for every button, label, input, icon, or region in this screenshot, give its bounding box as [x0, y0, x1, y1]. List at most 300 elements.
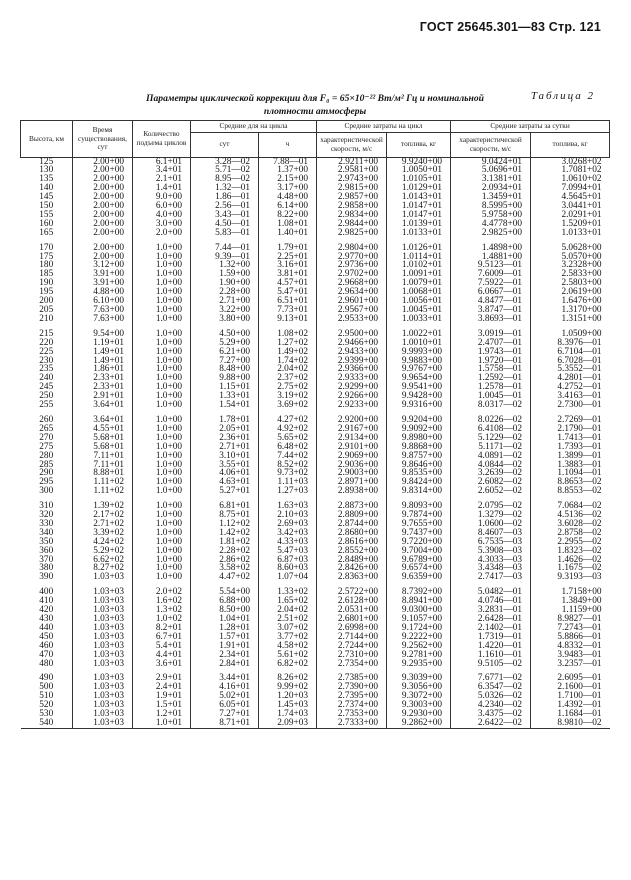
table-cell: 4.4+01: [133, 651, 191, 660]
table-cell: 5.0326—02: [451, 692, 531, 701]
table-cell: 200: [39, 296, 54, 307]
table-cell: 190: [39, 278, 54, 289]
table-cell: 380: [39, 563, 54, 574]
table-cell: 1.4392—01: [531, 701, 610, 710]
table-cell: 1.6476+00: [531, 297, 610, 306]
table-cell: 1.03+03: [73, 719, 133, 728]
table-cell: 6.14+00: [259, 202, 317, 211]
table-cell: 8.8553—02: [531, 487, 610, 496]
table-cell: 5.3908—03: [451, 547, 531, 556]
table-cell: 3.07+02: [259, 624, 317, 633]
table-cell: 9.8980+00: [387, 434, 451, 443]
table-cell: 1.2592—01: [451, 374, 531, 383]
table-cell: 3.19+02: [259, 392, 317, 401]
table-cell: 3.4348—03: [451, 564, 531, 573]
col-char-speed-day: характеристической скорости, м/с: [451, 132, 531, 157]
table-cell: 6.48+02: [259, 443, 317, 452]
table-cell: 3.64+01: [73, 416, 133, 425]
table-cell: 1.0+01: [133, 719, 191, 728]
table-cell: 1.42+02: [191, 529, 259, 538]
table-caption: [100, 92, 530, 118]
table-cell: 1.03+03: [73, 642, 133, 651]
table-cell: 5.68+01: [73, 434, 133, 443]
table-cell: 2.56—01: [191, 202, 259, 211]
table-cell: 1.0045+01: [387, 306, 451, 315]
table-cell: 7.73+01: [259, 306, 317, 315]
table-cell: 6.0+00: [133, 202, 191, 211]
table-cell: 265: [39, 423, 54, 434]
table-cell: 2.9200+00: [317, 416, 387, 425]
table-cell: 1.37+00: [259, 166, 317, 175]
table-cell: 4.16+01: [191, 683, 259, 692]
table-cell: 2.8758—02: [531, 529, 610, 538]
table-cell: 1.0+00: [133, 330, 191, 339]
table-cell: 2.1402—01: [451, 624, 531, 633]
table-cell: 3.28—02: [191, 157, 259, 166]
table-cell: 9.6359+00: [387, 573, 451, 582]
table-cell: 6.0667—01: [451, 288, 531, 297]
table-cell: 1.8323—02: [531, 547, 610, 556]
table-cell: 1.0+00: [133, 261, 191, 270]
table-cell: 9.2930+00: [387, 710, 451, 719]
table-cell: 4.58+02: [259, 642, 317, 651]
table-cell: 4.3033—03: [451, 556, 531, 565]
table-cell: 2.9634+00: [317, 288, 387, 297]
table-cell: 2.9825+00: [451, 229, 531, 238]
table-cell: 5.83—01: [191, 229, 259, 238]
table-cell: 2.5803+00: [531, 279, 610, 288]
table-cell: 9.9767+00: [387, 365, 451, 374]
table-cell: 1.07+04: [259, 573, 317, 582]
col-fuel: топлива, кг: [387, 132, 451, 157]
table-cell: 2.00+00: [73, 202, 133, 211]
table-cell: 3.8747—01: [451, 306, 531, 315]
table-cell: 2.6428—01: [451, 615, 531, 624]
table-cell: 1.7158+00: [531, 588, 610, 597]
table-cell: 5.54+00: [191, 588, 259, 597]
col-day: сут: [191, 132, 259, 157]
table-cell: 1.0045—01: [451, 392, 531, 401]
table-cell: 7.27+01: [191, 710, 259, 719]
table-cell: 3.9483—01: [531, 651, 610, 660]
table-cell: 2.00+00: [73, 220, 133, 229]
table-cell: 9.9541+00: [387, 383, 451, 392]
table-cell: 7.0684—02: [531, 502, 610, 511]
table-cell: 1.7319—01: [451, 633, 531, 642]
table-cell: 2.00+00: [73, 175, 133, 184]
table-cell: 3.64+01: [73, 401, 133, 410]
table-cell: 3.42+03: [259, 529, 317, 538]
table-cell: 3.39+02: [73, 529, 133, 538]
table-cell: 3.22+00: [191, 306, 259, 315]
table-cell: 180: [39, 260, 54, 271]
table-row: [21, 719, 610, 728]
table-cell: 160: [39, 218, 54, 229]
table-cell: 4.8477—01: [451, 297, 531, 306]
table-cell: 8.95—02: [191, 175, 259, 184]
table-cell: 1.3+02: [133, 606, 191, 615]
table-cell: 9.8093+00: [387, 502, 451, 511]
table-cell: 7.5922—01: [451, 279, 531, 288]
table-cell: 235: [39, 364, 54, 375]
table-cell: 2.7244+00: [317, 642, 387, 651]
table-cell: 5.65+02: [259, 434, 317, 443]
table-cell: 470: [39, 649, 54, 660]
table-cell: 480: [39, 658, 54, 669]
table-cell: 6.4108—02: [451, 425, 531, 434]
table-cell: 4.63+01: [191, 478, 259, 487]
table-cell: 2.9601+00: [317, 297, 387, 306]
table-cell: 2.15+00: [259, 175, 317, 184]
table-cell: 9.7004+00: [387, 547, 451, 556]
table-cell: 2.7300—01: [531, 401, 610, 410]
table-cell: 9.73+02: [259, 469, 317, 478]
table-cell: 8.5995+00: [451, 202, 531, 211]
table-cell: 8.48+00: [191, 365, 259, 374]
table-cell: 1.0+00: [133, 315, 191, 324]
table-cell: 9.8535+00: [387, 469, 451, 478]
table-cell: 2.9815+00: [317, 184, 387, 193]
table-cell: 2.8809+00: [317, 511, 387, 520]
table-cell: 9.2222+00: [387, 633, 451, 642]
table-cell: 2.04+02: [259, 606, 317, 615]
table-cell: 140: [39, 183, 54, 194]
table-cell: 1.0056+01: [387, 297, 451, 306]
table-cell: 540: [21, 719, 73, 728]
table-cell: 1.03+03: [73, 573, 133, 582]
data-table: [20, 120, 610, 729]
table-cell: 6.10+00: [73, 297, 133, 306]
table-cell: 8.52+02: [259, 461, 317, 470]
table-cell: 1.0+00: [133, 270, 191, 279]
table-cell: 9.7220+00: [387, 538, 451, 547]
table-cell: 6.3547—02: [451, 683, 531, 692]
table-cell: 5.71—02: [191, 166, 259, 175]
table-cell: 5.61+02: [259, 651, 317, 660]
table-cell: 3.58+02: [191, 564, 259, 573]
table-cell: 1.0+00: [133, 520, 191, 529]
table-cell: 9.99+02: [259, 683, 317, 692]
table-cell: 2.7333+00: [317, 719, 387, 728]
table-cell: 1.0+00: [133, 253, 191, 262]
table-cell: 500: [39, 682, 54, 693]
table-cell: 6.51+01: [259, 297, 317, 306]
table-cell: 5.0696+01: [451, 166, 531, 175]
table-cell: 1.0+00: [133, 564, 191, 573]
table-cell: 330: [39, 518, 54, 529]
table-cell: 4.50—01: [191, 220, 259, 229]
table-cell: 2.6052—02: [451, 487, 531, 496]
table-cell: 8.8653—02: [531, 478, 610, 487]
table-cell: 2.7395+00: [317, 692, 387, 701]
table-cell: 1.0+00: [133, 434, 191, 443]
table-cell: 275: [39, 441, 54, 452]
table-cell: 9.13+01: [259, 315, 317, 324]
table-cell: 4.4778+00: [451, 220, 531, 229]
table-cell: 295: [39, 477, 54, 488]
table-cell: 2.6801+00: [317, 615, 387, 624]
table-cell: 2.9743+00: [317, 175, 387, 184]
table-cell: 1.45+03: [259, 701, 317, 710]
table-cell: 9.0+00: [133, 193, 191, 202]
table-cell: 6.62+02: [73, 556, 133, 565]
table-cell: 9.2562+00: [387, 642, 451, 651]
table-cell: 1.3849+00: [531, 597, 610, 606]
table-cell: 9.3056+00: [387, 683, 451, 692]
col-cycles: Количество подъема циклов: [133, 121, 191, 158]
table-cell: 8.8941+00: [387, 597, 451, 606]
table-cell: 4.88+00: [73, 288, 133, 297]
table-cell: 3.16+01: [259, 261, 317, 270]
table-cell: 310: [39, 501, 54, 512]
table-cell: 150: [39, 201, 54, 212]
table-cell: 8.60+03: [259, 564, 317, 573]
table-cell: 1.78+01: [191, 416, 259, 425]
table-cell: 8.27+02: [73, 564, 133, 573]
table-cell: 175: [39, 251, 54, 262]
table-cell: 2.9266+00: [317, 392, 387, 401]
table-cell: 2.7310+00: [317, 651, 387, 660]
table-cell: 2.9134+00: [317, 434, 387, 443]
table-cell: 3.80+00: [191, 315, 259, 324]
table-cell: 2.9069+00: [317, 452, 387, 461]
table-cell: 2.0795—02: [451, 502, 531, 511]
table-cell: 8.88+01: [73, 469, 133, 478]
col-char-speed: характеристической скорости, м/с: [317, 132, 387, 157]
table-cell: 4.5645+01: [531, 193, 610, 202]
table-cell: 205: [39, 305, 54, 315]
table-cell: 1.9+01: [133, 692, 191, 701]
table-cell: 1.7100—01: [531, 692, 610, 701]
table-cell: 9.2862+00: [387, 719, 451, 728]
table-cell: 1.03+03: [73, 624, 133, 633]
table-cell: 3.2357—01: [531, 660, 610, 669]
table-cell: 6.05+01: [191, 701, 259, 710]
table-cell: 3.4375—02: [451, 710, 531, 719]
table-cell: 3.17+00: [259, 184, 317, 193]
table-cell: 2.9466+00: [317, 339, 387, 348]
table-cell: 1.59+00: [191, 270, 259, 279]
table-cell: 2.9567+00: [317, 306, 387, 315]
caption-line-1: Параметры циклической коррекции для F₀ = 65×10⁻²² Вт/м² Гц и номинальной: [146, 93, 484, 104]
table-cell: 260: [39, 414, 54, 425]
table-cell: 7.88—01: [259, 157, 317, 166]
table-cell: 230: [39, 355, 54, 366]
table-cell: 2.5722+00: [317, 588, 387, 597]
table-cell: 1.2578—01: [451, 383, 531, 392]
table-cell: 1.40+01: [259, 229, 317, 238]
table-cell: 2.9825+00: [317, 229, 387, 238]
table-cell: 2.05+01: [191, 425, 259, 434]
table-cell: 9.2935+00: [387, 660, 451, 669]
page-header: ГОСТ 25645.301—83 Стр. 121: [419, 20, 601, 34]
table-cell: 4.2801—01: [531, 374, 610, 383]
table-cell: 360: [39, 545, 54, 556]
table-cell: 5.0570+00: [531, 253, 610, 262]
table-row: [21, 487, 610, 496]
table-cell: 1.0+00: [133, 511, 191, 520]
table-cell: 6.21+00: [191, 348, 259, 357]
table-cell: 2.8426+00: [317, 564, 387, 573]
col-lifetime: Время существования, сут: [73, 121, 133, 158]
table-cell: 3.77+02: [259, 633, 317, 642]
table-cell: 2.9299+00: [317, 383, 387, 392]
table-cell: 1.49+01: [73, 348, 133, 357]
table-cell: 3.0+00: [133, 220, 191, 229]
table-cell: 6.7+01: [133, 633, 191, 642]
table-cell: 5.1229—02: [451, 434, 531, 443]
table-cell: 2.7385+00: [317, 674, 387, 683]
table-cell: 2.9233+00: [317, 401, 387, 410]
table-cell: 1.03+03: [73, 633, 133, 642]
table-cell: 2.0934+01: [451, 184, 531, 193]
table-cell: 255: [39, 400, 54, 411]
col-group-avg-cycle: Средние для на цикла: [191, 121, 317, 133]
table-cell: 2.5833+00: [531, 270, 610, 279]
table-cell: 9.7874+00: [387, 511, 451, 520]
table-cell: 1.0129+01: [387, 184, 451, 193]
table-cell: 1.11+02: [73, 487, 133, 496]
table-cell: 170: [39, 242, 54, 253]
table-cell: 320: [39, 510, 54, 521]
table-cell: 1.0+00: [133, 339, 191, 348]
table-cell: 2.09+03: [259, 719, 317, 728]
table-cell: 1.86—01: [191, 193, 259, 202]
table-cell: 130: [39, 165, 54, 176]
table-cell: 4.2752—01: [531, 383, 610, 392]
table-cell: 2.7353+00: [317, 710, 387, 719]
table-cell: 3.4+01: [133, 166, 191, 175]
table-cell: 7.11+01: [73, 461, 133, 470]
table-cell: 5.47+01: [259, 288, 317, 297]
table-cell: 2.04+02: [259, 365, 317, 374]
table-cell: 2.00+00: [73, 184, 133, 193]
table-cell: 1.03+03: [73, 651, 133, 660]
table-cell: 1.1684—01: [531, 710, 610, 719]
table-cell: 450: [39, 631, 54, 642]
table-cell: 8.26+02: [259, 674, 317, 683]
table-cell: 2.86+02: [191, 556, 259, 565]
table-cell: 2.8489+00: [317, 556, 387, 565]
table-row: [21, 401, 610, 410]
table-cell: 1.0091+01: [387, 270, 451, 279]
table-cell: 2.00+00: [73, 229, 133, 238]
table-cell: 1.1675—02: [531, 564, 610, 573]
table-cell: 1.11+03: [259, 478, 317, 487]
table-cell: 1.1610—01: [451, 651, 531, 660]
table-cell: 2.8938+00: [317, 487, 387, 496]
table-cell: 1.0+00: [133, 392, 191, 401]
table-cell: 1.0+00: [133, 374, 191, 383]
table-cell: 1.0+00: [133, 556, 191, 565]
table-cell: 2.8873+00: [317, 502, 387, 511]
table-cell: 410: [39, 596, 54, 607]
table-cell: 340: [39, 527, 54, 538]
table-cell: 1.63+03: [259, 502, 317, 511]
table-cell: 2.9844+00: [317, 220, 387, 229]
table-cell: 145: [39, 192, 54, 203]
table-cell: 1.3459+01: [451, 193, 531, 202]
table-cell: 2.9101+00: [317, 443, 387, 452]
table-cell: 9.9883+00: [387, 357, 451, 366]
table-cell: 9.8424+00: [387, 478, 451, 487]
table-cell: 1.0133+01: [387, 229, 451, 238]
table-cell: 2.9500+00: [317, 330, 387, 339]
table-cell: 9.6789+00: [387, 556, 451, 565]
table-cell: 1.27+03: [259, 487, 317, 496]
table-cell: 1.03+03: [73, 674, 133, 683]
table-cell: 9.9240+00: [387, 157, 451, 166]
table-cell: 1.0068+01: [387, 288, 451, 297]
table-cell: 2.4+01: [133, 683, 191, 692]
table-cell: 1.0114+01: [387, 253, 451, 262]
table-cell: 2.8616+00: [317, 538, 387, 547]
table-cell: 1.27+02: [259, 339, 317, 348]
table-cell: 3.55+01: [191, 461, 259, 470]
table-cell: 1.91+01: [191, 642, 259, 651]
table-cell: 1.03+03: [73, 588, 133, 597]
table-row: [21, 229, 610, 238]
table-cell: 2.9333+00: [317, 374, 387, 383]
table-cell: 4.0891—02: [451, 452, 531, 461]
table-cell: 8.75+01: [191, 511, 259, 520]
table-cell: 7.6009—01: [451, 270, 531, 279]
table-cell: 8.9827—01: [531, 615, 610, 624]
table-cell: 1.04+01: [191, 615, 259, 624]
table-cell: 1.3883—01: [531, 461, 610, 470]
table-cell: 3.91+00: [73, 279, 133, 288]
table-cell: 2.9804+00: [317, 244, 387, 253]
table-cell: 8.71+01: [191, 719, 259, 728]
table-row: [21, 573, 610, 582]
table-cell: 2.00+00: [73, 211, 133, 220]
table-cell: 5.02+01: [191, 692, 259, 701]
table-cell: 7.11+01: [73, 452, 133, 461]
table-cell: 1.0+00: [133, 297, 191, 306]
table-cell: 1.3899—01: [531, 452, 610, 461]
table-cell: 2.37+02: [259, 374, 317, 383]
table-cell: 1.0010+01: [387, 339, 451, 348]
table-cell: 165: [39, 227, 54, 238]
table-cell: 1.4898+00: [451, 244, 531, 253]
table-cell: 9.1724+00: [387, 624, 451, 633]
table-cell: 1.9720—01: [451, 357, 531, 366]
table-cell: 1.0509+00: [531, 330, 610, 339]
table-cell: 215: [39, 328, 54, 339]
table-cell: 9.9316+00: [387, 401, 451, 410]
table-cell: 280: [39, 450, 54, 461]
table-cell: 5.27+01: [191, 487, 259, 496]
table-cell: 3.4163—01: [531, 392, 610, 401]
table-cell: 9.88+00: [191, 374, 259, 383]
table-cell: 1.2+01: [133, 710, 191, 719]
table-cell: 1.81+02: [191, 538, 259, 547]
table-cell: 2.8744+00: [317, 520, 387, 529]
table-cell: 8.22+00: [259, 211, 317, 220]
table-cell: 1.5209+01: [531, 220, 610, 229]
table-cell: 9.6574+00: [387, 564, 451, 573]
table-cell: 5.0628+00: [531, 244, 610, 253]
table-cell: 7.2743—01: [531, 624, 610, 633]
table-cell: 1.03+03: [73, 692, 133, 701]
table-cell: 1.0+00: [133, 244, 191, 253]
table-cell: 400: [39, 587, 54, 598]
table-cell: 2.9433+00: [317, 348, 387, 357]
table-cell: 2.00+00: [73, 157, 133, 166]
table-cell: 1.5758—01: [451, 365, 531, 374]
table-cell: 1.0+00: [133, 279, 191, 288]
table-cell: 6.88+00: [191, 597, 259, 606]
